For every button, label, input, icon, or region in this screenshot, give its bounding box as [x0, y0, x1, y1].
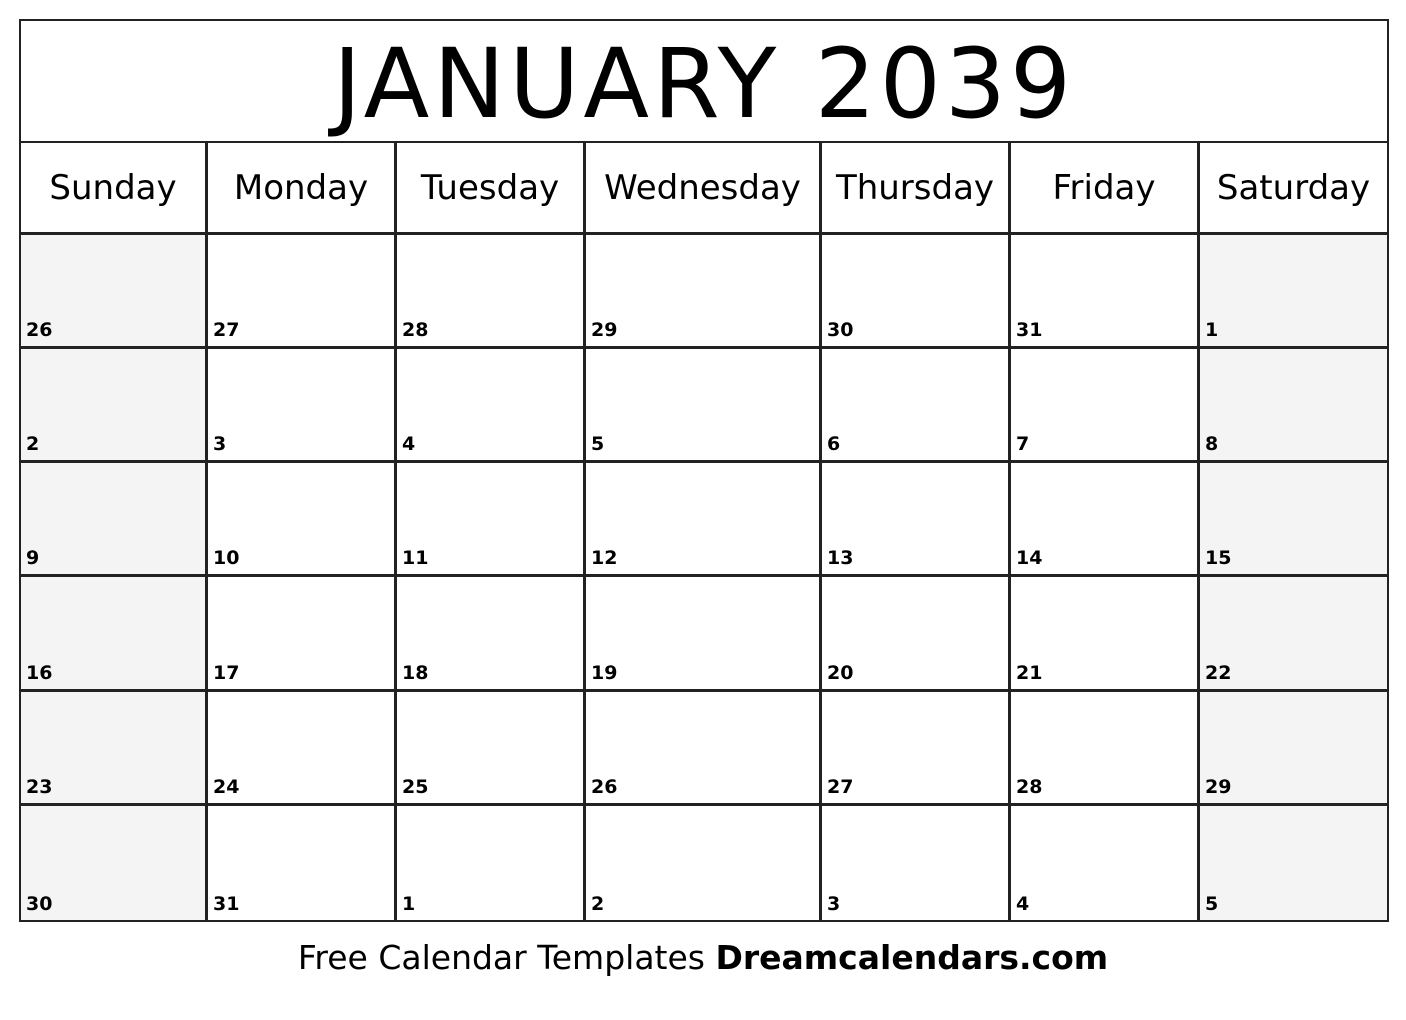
day-number: 14	[1016, 547, 1043, 570]
day-number: 8	[1205, 433, 1219, 456]
day-number: 30	[827, 319, 854, 342]
day-cell	[1200, 235, 1387, 349]
day-number: 28	[1016, 775, 1043, 798]
day-cell	[586, 235, 822, 349]
month-title: JANUARY 2039	[332, 28, 1076, 140]
weekday-saturday: Saturday	[1216, 167, 1371, 208]
weekday-header-row	[21, 143, 1387, 235]
day-cell	[1200, 806, 1387, 920]
weekday-wednesday: Wednesday	[586, 143, 822, 232]
day-number: 7	[1016, 433, 1030, 456]
day-cell	[397, 349, 586, 463]
day-number: 5	[591, 433, 605, 456]
day-number: 12	[591, 547, 618, 570]
day-cell	[397, 577, 586, 691]
weekday-tuesday: Tuesday	[397, 143, 586, 232]
day-number: 28	[402, 319, 429, 342]
day-number: 1	[402, 892, 416, 915]
day-number: 3	[213, 433, 227, 456]
day-cell	[822, 806, 1011, 920]
day-cell	[397, 235, 586, 349]
day-number: 31	[1016, 319, 1043, 342]
day-cell	[21, 692, 208, 806]
day-cell	[822, 692, 1011, 806]
day-number: 11	[402, 547, 429, 570]
day-number: 29	[591, 319, 618, 342]
day-number: 16	[26, 661, 53, 684]
day-number: 27	[213, 319, 240, 342]
day-number: 27	[827, 775, 854, 798]
day-number: 2	[26, 433, 40, 456]
day-number: 18	[402, 661, 429, 684]
day-number: 31	[213, 892, 240, 915]
day-cell	[1011, 463, 1200, 577]
day-number: 20	[827, 661, 854, 684]
day-cell	[1011, 692, 1200, 806]
day-number: 15	[1205, 547, 1232, 570]
day-cell	[1011, 577, 1200, 691]
day-cell	[21, 463, 208, 577]
day-cell	[208, 349, 397, 463]
day-number: 22	[1205, 661, 1232, 684]
weekday-friday: Friday	[1011, 143, 1200, 232]
day-number: 6	[827, 433, 841, 456]
day-cell	[1200, 577, 1387, 691]
day-cell	[21, 235, 208, 349]
day-cell	[822, 577, 1011, 691]
day-cell	[21, 806, 208, 920]
footer-text: Free Calendar Templates	[297, 938, 705, 977]
weekday-thursday: Thursday	[822, 143, 1011, 232]
day-cell	[208, 235, 397, 349]
day-cell	[1200, 349, 1387, 463]
calendar	[19, 19, 1389, 922]
day-number: 10	[213, 547, 240, 570]
day-grid	[21, 235, 1387, 920]
day-cell	[822, 463, 1011, 577]
day-number: 4	[402, 433, 416, 456]
title-row	[21, 21, 1387, 143]
day-cell	[1011, 235, 1200, 349]
day-number: 26	[26, 319, 53, 342]
day-cell	[586, 692, 822, 806]
day-number: 2	[591, 892, 605, 915]
day-number: 24	[213, 775, 240, 798]
footer-brand-link[interactable]: Dreamcalendars.com	[715, 938, 1109, 977]
day-cell	[397, 692, 586, 806]
day-cell	[208, 463, 397, 577]
day-cell	[397, 806, 586, 920]
day-cell	[21, 577, 208, 691]
day-number: 29	[1205, 775, 1232, 798]
day-number: 26	[591, 775, 618, 798]
weekday-sunday: Sunday	[21, 143, 208, 232]
day-cell	[1011, 806, 1200, 920]
day-number: 13	[827, 547, 854, 570]
day-cell	[586, 349, 822, 463]
day-cell	[1200, 463, 1387, 577]
day-cell	[21, 349, 208, 463]
day-cell	[397, 463, 586, 577]
day-number: 5	[1205, 892, 1219, 915]
day-number: 1	[1205, 319, 1219, 342]
day-number: 19	[591, 661, 618, 684]
weekday-monday: Monday	[208, 143, 397, 232]
day-number: 25	[402, 775, 429, 798]
day-number: 17	[213, 661, 240, 684]
day-cell	[208, 577, 397, 691]
day-number: 4	[1016, 892, 1030, 915]
day-cell	[586, 806, 822, 920]
day-cell	[208, 806, 397, 920]
day-cell	[1011, 349, 1200, 463]
day-cell	[586, 463, 822, 577]
day-cell	[822, 349, 1011, 463]
day-number: 3	[827, 892, 841, 915]
day-number: 23	[26, 775, 53, 798]
day-number: 9	[26, 547, 40, 570]
day-cell	[208, 692, 397, 806]
day-number: 30	[26, 892, 53, 915]
day-cell	[586, 577, 822, 691]
footer	[0, 938, 1406, 978]
day-cell	[1200, 692, 1387, 806]
day-number: 21	[1016, 661, 1043, 684]
day-cell	[822, 235, 1011, 349]
